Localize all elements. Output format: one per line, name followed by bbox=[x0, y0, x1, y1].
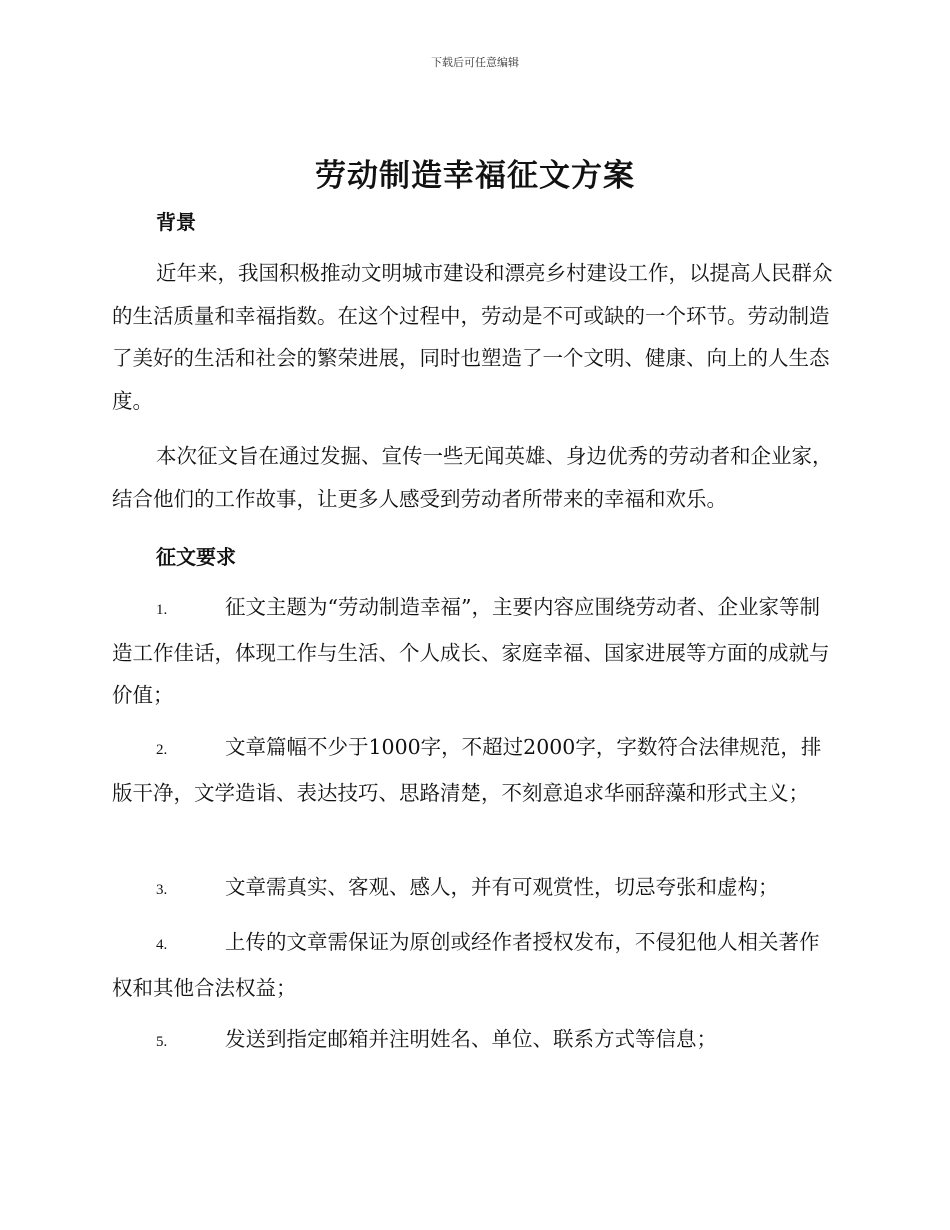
list-number: 2. bbox=[156, 742, 168, 758]
list-number: 1. bbox=[156, 602, 168, 618]
requirement-item-1 bbox=[112, 586, 836, 717]
background-paragraph-2: 本次征文旨在通过发掘、宣传一些无闻英雄、身边优秀的劳动者和企业家，结合他们的工作故事，让更多人感受到劳动者所带来的幸福和欢乐。 bbox=[112, 444, 833, 511]
requirement-text: 发送到指定邮箱并注明姓名、单位、联系方式等信息； bbox=[225, 1027, 717, 1051]
list-number: 5. bbox=[156, 1034, 168, 1050]
requirement-text: 文章需真实、客观、感人，并有可观赏性，切忌夸张和虚构； bbox=[225, 875, 779, 899]
requirement-text: 文章篇幅不少于1000字，不超过2000字，字数符合法律规范，排版干净，文学造诣、表达技巧、思路清楚，不刻意追求华丽辞藻和形式主义； bbox=[112, 735, 822, 805]
header-note: 下载后可任意编辑 bbox=[431, 56, 519, 69]
requirement-text: 征文主题为“劳动制造幸福”，主要内容应围绕劳动者、企业家等制造工作佳话，体现工作与生活、个人成长、家庭幸福、国家进展等方面的成就与价值； bbox=[112, 595, 830, 707]
list-number: 4. bbox=[156, 937, 168, 953]
section-heading-background: 背景 bbox=[156, 210, 196, 234]
requirement-text: 上传的文章需保证为原创或经作者授权发布，不侵犯他人相关著作权和其他合法权益； bbox=[112, 930, 820, 1000]
list-number: 3. bbox=[156, 882, 168, 898]
section-heading-requirements: 征文要求 bbox=[156, 545, 236, 569]
requirement-item-4 bbox=[112, 921, 836, 1009]
document-title: 劳动制造幸福征文方案 bbox=[315, 158, 635, 194]
background-paragraph-1: 近年来，我国积极推动文明城市建设和漂亮乡村建设工作，以提高人民群众的生活质量和幸福指数。在这个过程中，劳动是不可或缺的一个环节。劳动制造了美好的生活和社会的繁荣进展，同时也塑造了一个文明、健康、向上的人生态度。 bbox=[112, 261, 833, 413]
requirement-item-3 bbox=[112, 866, 836, 912]
requirement-item-5 bbox=[112, 1018, 836, 1064]
requirement-item-2 bbox=[112, 726, 836, 814]
